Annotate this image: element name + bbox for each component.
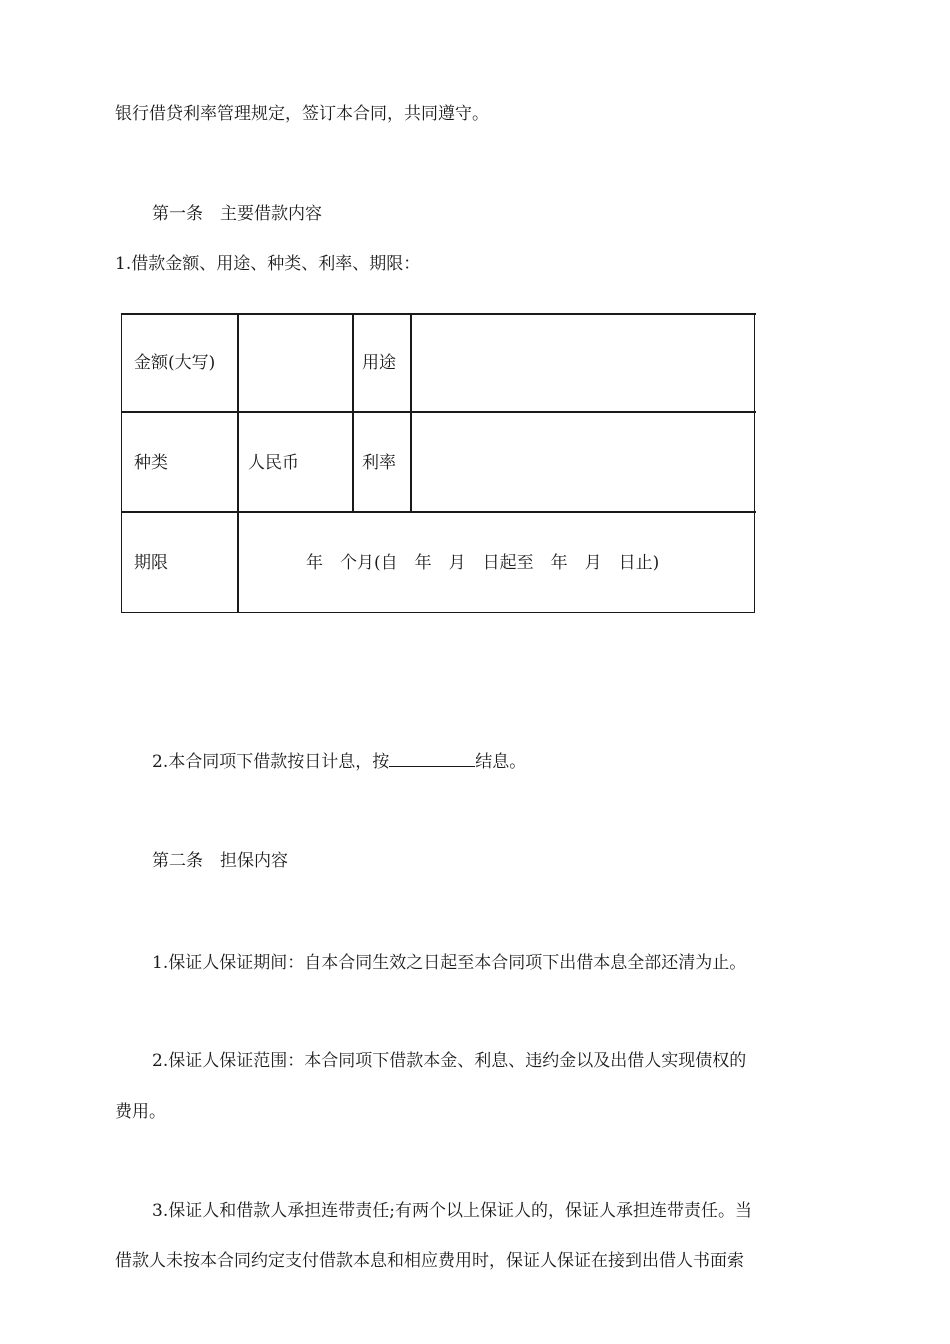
cell-label-amount: 金额(大写) — [134, 353, 216, 373]
table-col-divider-1 — [237, 313, 239, 613]
table-col-divider-3 — [410, 313, 412, 512]
settlement-method-blank — [389, 750, 475, 767]
cell-label-rate: 利率 — [362, 453, 396, 473]
item-2-3-line-2: 借款人未按本合同约定支付借款本息和相应费用时，保证人保证在接到出借人书面索 — [115, 1251, 744, 1271]
table-rule-2 — [122, 511, 756, 513]
cell-label-purpose: 用途 — [362, 353, 396, 373]
article-1-title: 第一条 主要借款内容 — [152, 204, 322, 224]
cell-value-term: 年 个月(自 年 月 日起至 年 月 日止) — [306, 553, 660, 573]
table-rule-top — [122, 313, 756, 315]
intro-tail-paragraph: 银行借贷利率管理规定，签订本合同，共同遵守。 — [115, 104, 489, 124]
item-2-2-line-2: 费用。 — [115, 1102, 166, 1122]
article-2-title: 第二条 担保内容 — [152, 851, 288, 871]
loan-content-table — [121, 313, 755, 613]
item-2-2-line-1: 2.保证人保证范围：本合同项下借款本金、利息、违约金以及出借人实现债权的 — [152, 1051, 747, 1071]
table-col-divider-2 — [352, 313, 354, 512]
item-2-1: 1.保证人保证期间：自本合同生效之日起至本合同项下出借本息全部还清为止。 — [152, 953, 747, 973]
cell-label-type: 种类 — [134, 453, 168, 473]
item-1-1: 1.借款金额、用途、种类、利率、期限： — [115, 254, 421, 274]
item-1-2 — [152, 750, 526, 774]
table-rule-1 — [122, 411, 756, 413]
cell-label-term: 期限 — [134, 553, 168, 573]
cell-value-type: 人民币 — [248, 453, 299, 473]
item-2-3-line-1: 3.保证人和借款人承担连带责任;有两个以上保证人的，保证人承担连带责任。当 — [152, 1201, 752, 1221]
item-1-2-suffix: 结息。 — [475, 752, 527, 772]
item-1-2-prefix: 2.本合同项下借款按日计息，按 — [152, 752, 390, 772]
